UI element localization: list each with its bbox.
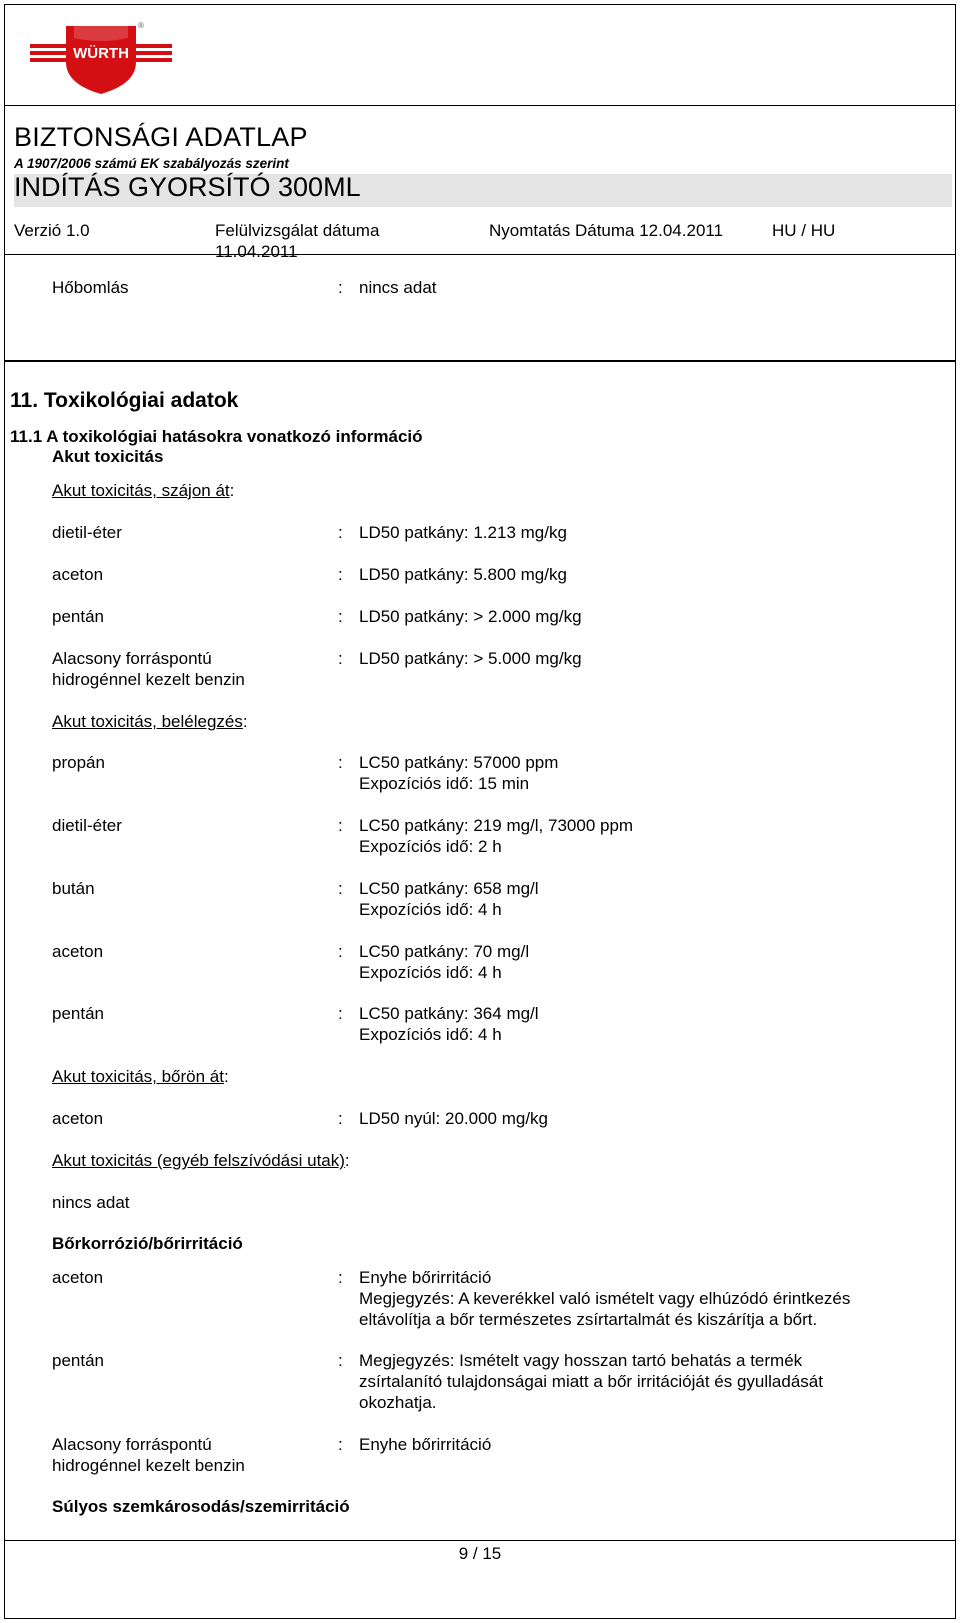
section-title: 11. Toxikológiai adatok: [10, 389, 239, 412]
inh-value-5b: Expozíciós idő: 4 h: [359, 1025, 502, 1044]
page-number: 9 / 15: [458, 1544, 502, 1563]
dermal-value-1: LD50 nyúl: 20.000 mg/kg: [359, 1109, 549, 1128]
skin-label-1: aceton: [52, 1268, 104, 1287]
product-name: INDÍTÁS GYORSÍTÓ 300ML: [14, 172, 361, 202]
skin-value-1c: eltávolítja a bőr természetes zsírtartalmát és kiszárítja a bőrt.: [359, 1310, 818, 1329]
skin-value-1a: Enyhe bőrirritáció: [359, 1268, 492, 1287]
colon: :: [338, 1435, 343, 1454]
skin-label-3a: Alacsony forráspontú: [52, 1435, 212, 1454]
colon: :: [338, 565, 343, 584]
inh-label-4: aceton: [52, 942, 104, 961]
oral-value-3: LD50 patkány: > 2.000 mg/kg: [359, 607, 582, 626]
header-rule-bottom: [5, 254, 956, 255]
inh-value-1a: LC50 patkány: 57000 ppm: [359, 753, 559, 772]
inhalation-heading: Akut toxicitás, belélegzés:: [52, 712, 248, 731]
skin-value-2c: okozhatja.: [359, 1393, 437, 1412]
subsection-title: 11.1 A toxikológiai hatásokra vonatkozó információ: [10, 427, 423, 446]
regulation-subtitle: A 1907/2006 számú EK szabályozás szerint: [14, 156, 289, 171]
skin-value-2a: Megjegyzés: Ismételt vagy hosszan tartó behatás a termék: [359, 1351, 803, 1370]
skin-value-3: Enyhe bőrirritáció: [359, 1435, 492, 1454]
colon: :: [338, 278, 343, 297]
inh-label-3: bután: [52, 879, 95, 898]
colon: :: [338, 942, 343, 961]
inh-label-2: dietil-éter: [52, 816, 122, 835]
dermal-heading: Akut toxicitás, bőrön át:: [52, 1067, 229, 1086]
footer-rule: [5, 1540, 956, 1541]
colon: :: [338, 879, 343, 898]
other-routes-heading: Akut toxicitás (egyéb felszívódási utak):: [52, 1151, 350, 1170]
document-title: BIZTONSÁGI ADATLAP: [14, 122, 308, 152]
acute-toxicity-heading: Akut toxicitás: [52, 447, 164, 466]
inh-value-3b: Expozíciós idő: 4 h: [359, 900, 502, 919]
colon: :: [338, 753, 343, 772]
oral-label-1: dietil-éter: [52, 523, 122, 542]
dermal-heading-text: Akut toxicitás, bőrön át: [52, 1067, 224, 1086]
oral-label-4a: Alacsony forráspontú: [52, 649, 212, 668]
wurth-logo: [30, 18, 172, 96]
oral-heading: Akut toxicitás, szájon át:: [52, 481, 235, 500]
colon: :: [338, 607, 343, 626]
inh-value-2b: Expozíciós idő: 2 h: [359, 837, 502, 856]
inh-value-3a: LC50 patkány: 658 mg/l: [359, 879, 539, 898]
skin-label-2: pentán: [52, 1351, 104, 1370]
revision-label: Felülvizsgálat dátuma: [215, 221, 380, 240]
skin-value-1b: Megjegyzés: A keverékkel való ismételt vagy elhúzódó érintkezés: [359, 1289, 851, 1308]
revision-date: 11.04.2011: [215, 242, 298, 261]
oral-value-2: LD50 patkány: 5.800 mg/kg: [359, 565, 567, 584]
colon: :: [338, 1004, 343, 1023]
svg-text:WÜRTH: WÜRTH: [73, 45, 129, 62]
decomposition-value: nincs adat: [359, 278, 437, 297]
colon: :: [338, 816, 343, 835]
inh-label-5: pentán: [52, 1004, 104, 1023]
other-routes-text: nincs adat: [52, 1193, 130, 1212]
eye-heading: Súlyos szemkárosodás/szemirritáció: [52, 1497, 350, 1516]
inh-value-4a: LC50 patkány: 70 mg/l: [359, 942, 530, 961]
oral-label-3: pentán: [52, 607, 104, 626]
skin-value-2b: zsírtalanító tulajdonságai miatt a bőr irritációját és gyulladását: [359, 1372, 823, 1391]
inh-value-5a: LC50 patkány: 364 mg/l: [359, 1004, 539, 1023]
header-rule-top: [5, 105, 956, 106]
inh-label-1: propán: [52, 753, 105, 772]
oral-label-4b: hidrogénnel kezelt benzin: [52, 670, 245, 689]
oral-heading-text: Akut toxicitás, szájon át: [52, 481, 230, 500]
version-label: Verzió 1.0: [14, 221, 90, 240]
print-date: Nyomtatás Dátuma 12.04.2011: [489, 221, 724, 240]
section-rule: [5, 360, 956, 362]
oral-value-4: LD50 patkány: > 5.000 mg/kg: [359, 649, 582, 668]
colon: :: [338, 649, 343, 668]
decomposition-label: Hőbomlás: [52, 278, 129, 297]
colon: :: [338, 1268, 343, 1287]
colon: :: [338, 523, 343, 542]
other-routes-heading-text: Akut toxicitás (egyéb felszívódási utak): [52, 1151, 345, 1170]
inh-value-2a: LC50 patkány: 219 mg/l, 73000 ppm: [359, 816, 634, 835]
inh-value-1b: Expozíciós idő: 15 min: [359, 774, 530, 793]
oral-label-2: aceton: [52, 565, 104, 584]
dermal-label-1: aceton: [52, 1109, 104, 1128]
skin-label-3b: hidrogénnel kezelt benzin: [52, 1456, 245, 1475]
language-code: HU / HU: [772, 221, 836, 240]
colon: :: [338, 1109, 343, 1128]
oral-value-1: LD50 patkány: 1.213 mg/kg: [359, 523, 567, 542]
inhalation-heading-text: Akut toxicitás, belélegzés: [52, 712, 243, 731]
svg-text:®: ®: [138, 21, 144, 30]
colon: :: [338, 1351, 343, 1370]
inh-value-4b: Expozíciós idő: 4 h: [359, 963, 502, 982]
skin-heading: Bőrkorrózió/bőrirritáció: [52, 1234, 243, 1253]
